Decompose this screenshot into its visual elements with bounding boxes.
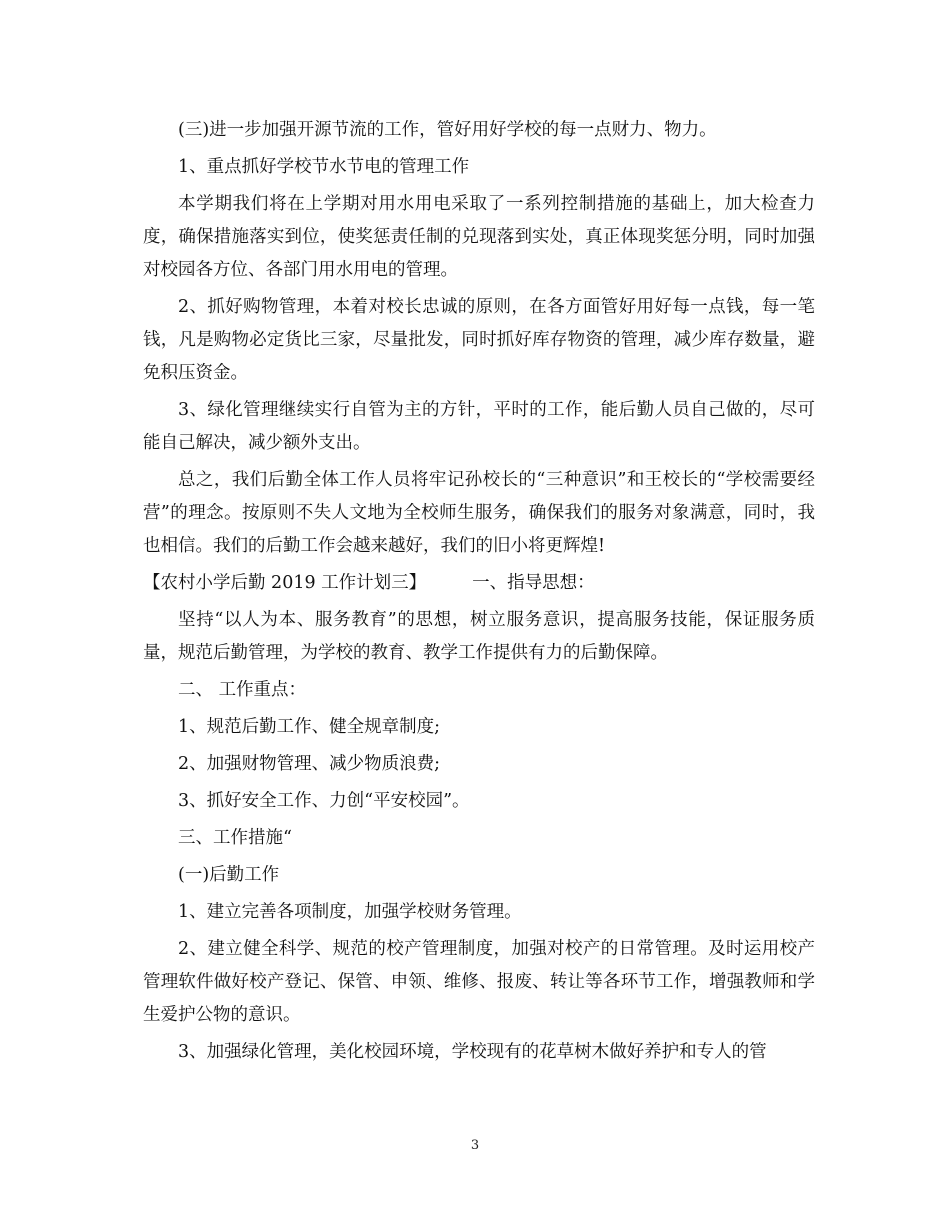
document-body [143,114,815,1073]
list-item: 2、加强财物管理、减少物质浪费; [178,754,441,774]
list-item: 1、建立完善各项制度，加强学校财务管理。 [178,902,522,922]
plan-title: 【农村小学后勤 2019 工作计划三】 [143,573,427,593]
paragraph: 二、 工作重点： [178,680,307,700]
list-item: 3、加强绿化管理，美化校园环境，学校现有的花草树木做好养护和专人的管 [178,1042,767,1062]
paragraph: (三)进一步加强开源节流的工作，管好用好学校的每一点财力、物力。 [178,120,717,140]
paragraph: 2、抓好购物管理，本着对校长忠诚的原则，在各方面管好用好每一点钱，每一笔钱，凡是购物必定货比三家，尽量批发，同时抓好库存物资的管理，减少库存数量，避免积压资金。 [143,297,815,383]
paragraph: (一)后勤工作 [178,865,280,885]
list-item: 3、抓好安全工作、力创“平安校园”。 [178,791,470,811]
page-number: 3 [470,1138,480,1153]
paragraph: 3、绿化管理继续实行自管为主的方针，平时的工作，能后勤人员自己做的，尽可能自己解决，减少额外支出。 [143,400,815,453]
paragraph: 本学期我们将在上学期对用水用电采取了一系列控制措施的基础上，加大检查力度，确保措施落实到位，使奖惩责任制的兑现落到实处，真正体现奖惩分明，同时加强对校园各方位、各部门用水用电的管理。 [143,194,815,280]
paragraph: 总之，我们后勤全体工作人员将牢记孙校长的“三种意识”和王校长的“学校需要经营”的理念。按原则不失人文地为全校师生服务，确保我们的服务对象满意，同时，我也相信。我们的后勤工作会越来越好，我们的旧小将更辉煌! [143,470,815,556]
section-heading: 一、指导思想： [472,573,595,593]
paragraph: 坚持“以人为本、服务教育”的思想，树立服务意识，提高服务技能，保证服务质量，规范后勤管理，为学校的教育、教学工作提供有力的后勤保障。 [143,610,815,663]
paragraph: 1、重点抓好学校节水节电的管理工作 [178,157,470,177]
paragraph: 三、工作措施“ [178,828,292,848]
list-item: 1、规范后勤工作、健全规章制度; [178,717,441,737]
section-heading-row [143,567,815,600]
list-item: 2、建立健全科学、规范的校产管理制度，加强对校产的日常管理。及时运用校产管理软件做好校产登记、保管、申领、维修、报废、转让等各环节工作，增强教师和学生爱护公物的意识。 [143,939,815,1025]
